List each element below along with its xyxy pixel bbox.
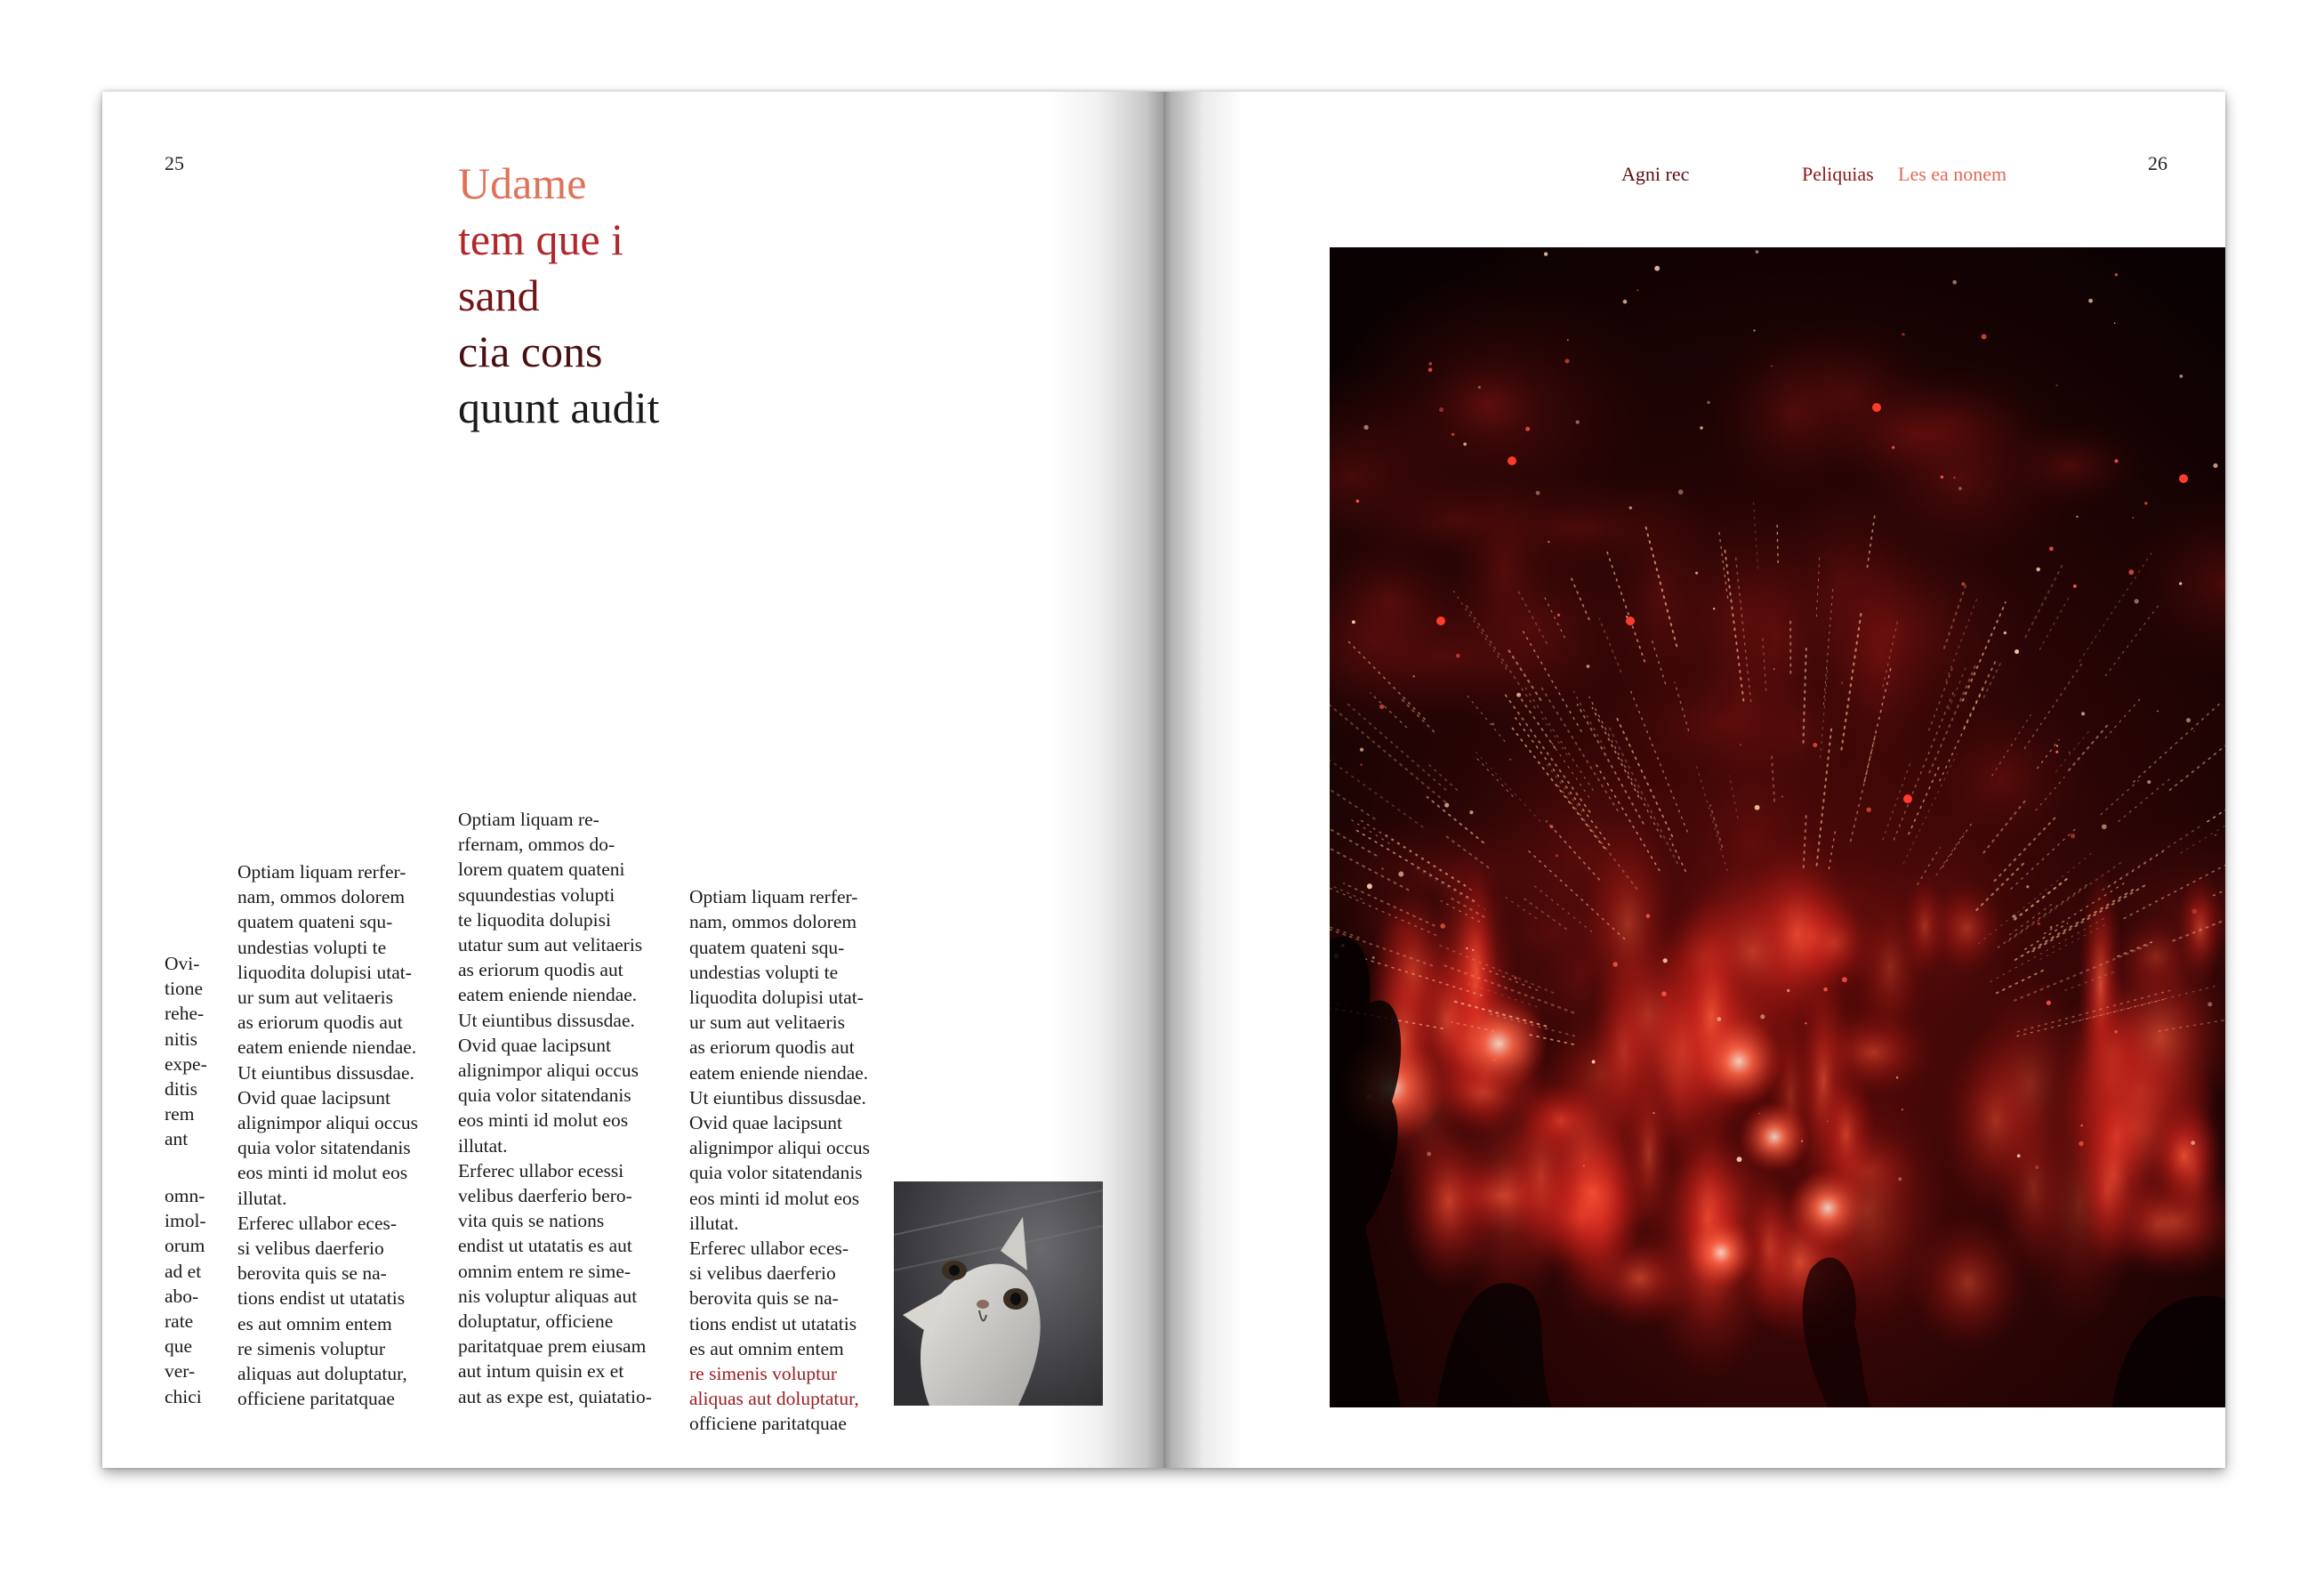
fireworks-photo [1330,247,2225,1407]
spark [2147,780,2151,784]
spark [2076,516,2078,518]
spark [2049,546,2054,551]
spark [1787,989,1789,992]
spark [2193,730,2195,732]
smoke-cloud [1500,1061,1581,1288]
bright-spark [1436,617,1445,625]
spark [2035,1165,2039,1169]
spark [1953,477,1956,480]
spark [2038,923,2040,925]
side-note-1: Ovi- tione rehe- nitis expe- ditis rem ant [165,953,207,1150]
smoke-cloud [1852,886,1927,1050]
spark [1898,1177,1902,1181]
spark [2135,599,2139,603]
spark [2157,710,2159,712]
spark [1755,805,1760,810]
spark [2191,1141,2195,1145]
spark [1544,252,1548,255]
spark [2069,752,2071,754]
gutter-shadow-right [1163,92,1243,1468]
spark [1379,705,1384,709]
headline-line-4: cia cons [458,326,603,376]
text-column-3-body: Optiam liquam rerfer- nam, ommos dolorem quatem quateni squ- undestias volupti te liquodita dolupisi utat- ur sum aut velitaeris as eriorum quodis aut eatem eniende niendae. Ut eiuntibus dissusdae. Ovid quae lacipsunt alignimpor aliqui occus quia volor sitatendanis eos minti id molut eos illutat. Erferec ullabor eces- si velibus daerferio berovita quis se na- tions endist ut utatatis es aut omnim entem [689,886,871,1359]
spark [1456,654,1460,657]
spark [1576,420,1580,423]
spark [1758,1113,1760,1115]
smoke-cloud [1964,973,2095,1194]
spark [1472,949,1474,951]
spark [2128,569,2134,575]
spark [2014,649,2019,654]
spark [1367,883,1372,889]
spark [1463,442,1467,446]
spark [2080,1125,2083,1127]
spark [2013,915,2016,918]
running-head-3: Les ea nonem [1898,163,2007,185]
spark [1663,958,1668,963]
headline-line-1: Udame [458,158,587,208]
spark [1753,329,1755,331]
spark [1427,1152,1431,1157]
spark [1587,665,1590,668]
spark [1565,359,1570,363]
spark [2215,834,2216,836]
left-page [102,92,1163,1468]
spark [1360,764,1362,766]
text-column-2: Optiam liquam re- rfernam, ommos do- lorem quatem quateni squundestias volupti te liquodita dolupisi utatur sum aut velitaeris as eriorum quodis aut eatem eniende niendae. Ut eiuntibus dissusdae. Ovid quae lacipsunt alignimpor aliqui occus quia volor sitatendanis eos minti id molut eos illutat. Erferec ullabor ecessi velibus daerferio bero- vita quis se nations endist ut utatatis es aut omnim entem re sime- nis voluptur aliquas aut doluptatur, officiene paritatquae prem eiusam aut intum quisin ex et aut as expe est, quiatatio- [458,809,652,1407]
spark [1740,744,1741,746]
spark [2004,632,2006,634]
spark [2026,885,2029,888]
spark [1866,807,1870,811]
smoke-cloud [1685,1217,1757,1288]
smoke-cloud [1447,467,1561,673]
spark [1813,743,1817,747]
spark [1678,489,1684,495]
spark [1958,487,1962,490]
spark [1381,867,1383,869]
spark [1700,426,1702,429]
spark [1902,1108,1903,1110]
spark [1444,802,1449,807]
smoke-cloud [1997,422,2144,511]
spark [1567,339,1569,341]
spark [1902,333,1905,336]
spark [1398,872,1403,877]
spark [1717,1017,1721,1021]
spark [1492,1059,1495,1061]
spark [2114,322,2116,324]
spark [1713,608,1715,609]
spark [1372,956,1375,959]
spark [1760,1014,1765,1019]
spark [1827,1120,1829,1122]
spark [1952,280,1957,285]
bright-spark [2179,474,2188,483]
spark [2036,568,2039,571]
smoke-cloud [1811,379,2018,489]
spark [1469,810,1473,814]
spark [1707,401,1710,405]
bright-spark [1626,617,1635,625]
spark [1805,1022,1806,1024]
spark [2056,745,2058,746]
spark [1363,425,1368,430]
spark [2017,1154,2021,1157]
spark [2207,1002,2212,1006]
spark [1451,433,1454,436]
spark [1557,614,1560,617]
spark [1773,668,1775,670]
spark [1352,620,1355,624]
spark [2055,751,2058,754]
bright-spark [1508,456,1516,465]
headline [458,156,659,436]
fireworks-illustration [1330,247,2225,1407]
spark [1842,977,1847,982]
smoke-cloud [1694,1017,1783,1106]
spark [2079,1141,2083,1146]
smoke-cloud [1739,1101,1810,1173]
spark [1550,825,1554,828]
spark [1536,491,1540,496]
spark [2088,299,2093,303]
spark [1525,427,1530,431]
running-head-1: Agni rec [1621,163,1690,185]
spark [2073,584,2077,588]
magazine-spread [102,92,2225,1468]
headline-line-3: sand [458,270,540,320]
spark [1756,250,1759,254]
spark [1509,759,1511,761]
smoke-cloud [1915,699,2088,859]
spark [1896,1076,1899,1079]
spark [2132,517,2134,519]
spark [1428,367,1433,372]
spark [1636,289,1638,291]
smoke-cloud [1450,995,1548,1092]
spark [1413,675,1415,677]
spark [1801,1141,1803,1142]
spark [1440,923,1445,929]
text-column-3 [689,859,870,1437]
smoke-cloud [1740,830,1854,1039]
spark [1653,1112,1655,1114]
spark [1492,722,1494,725]
right-page [1163,92,2225,1468]
spark [1583,1165,1585,1166]
smoke-cloud [1788,1168,1868,1248]
spark [2144,502,2147,504]
spark [1516,693,1521,697]
spark [2179,582,2182,584]
spark [2180,375,2183,378]
spark [1695,572,1698,575]
spark [1629,506,1632,509]
spark [2213,464,2217,468]
spark [1515,977,1517,979]
spark [2055,384,2057,386]
spark [1771,366,1773,367]
text-column-1: Optiam liquam rerfer- nam, ommos dolorem quatem quateni squ- undestias volupti te liquodita dolupisi utat- ur sum aut velitaeris as eriorum quodis aut eatem eniende niendae. Ut eiuntibus dissusdae. Ovid quae lacipsunt alignimpor aliqui occus quia volor sitatendanis eos minti id molut eos illutat. Erferec ullabor eces- si velibus daerferio berovita quis se na- tions endist ut utatatis es aut omnim entem re simenis voluptur aliquas aut doluptatur, officiene paritatquae [237,861,419,1410]
spark [1428,362,1432,366]
headline-line-5: quunt audit [458,383,660,432]
spark [2115,459,2119,463]
spark [1961,582,1965,585]
spark [1548,541,1549,543]
spark [1646,914,1650,917]
spark [1626,616,1628,617]
spark [1466,947,1468,949]
spark [1737,1157,1742,1162]
spark [1612,962,1617,966]
spark [1623,300,1628,304]
spark [1892,446,1894,448]
smoke-cloud [1424,358,1551,451]
spark [2071,834,2075,838]
text-column-3-highlight: re simenis voluptur aliquas aut doluptatur, [689,1363,859,1410]
spark [1823,988,1828,992]
spark [1356,500,1360,504]
spark [1439,407,1443,412]
text-column-3-end: officiene paritatquae [689,1413,847,1435]
spark [2050,926,2053,929]
spark [2081,712,2085,715]
spark [2186,718,2191,722]
side-note-2: omn- imol- orum ad et abo- rate que ver- chici [165,1185,206,1407]
spark [2114,1030,2118,1034]
spark [2102,824,2107,829]
running-head-2: Peliquias [1802,163,1874,185]
spark [1499,1042,1503,1046]
spark [1781,795,1783,797]
spark [1592,1060,1596,1064]
spark [1556,854,1558,857]
spark [1360,747,1363,751]
spark [1478,386,1481,389]
spark [1982,334,1987,339]
headline-line-2: tem que i [458,214,624,264]
spark [1841,681,1843,683]
spark [2191,908,2197,914]
spark [1654,266,1660,271]
page-number-left: 25 [165,152,184,174]
bright-spark [1872,403,1881,412]
spark [2115,273,2118,276]
spark [1941,475,1943,478]
bright-spark [1903,794,1912,803]
page-number-right: 26 [2148,152,2167,174]
gutter-shadow-left [1048,92,1163,1468]
spark [1661,991,1667,996]
spark [2047,1001,2051,1005]
